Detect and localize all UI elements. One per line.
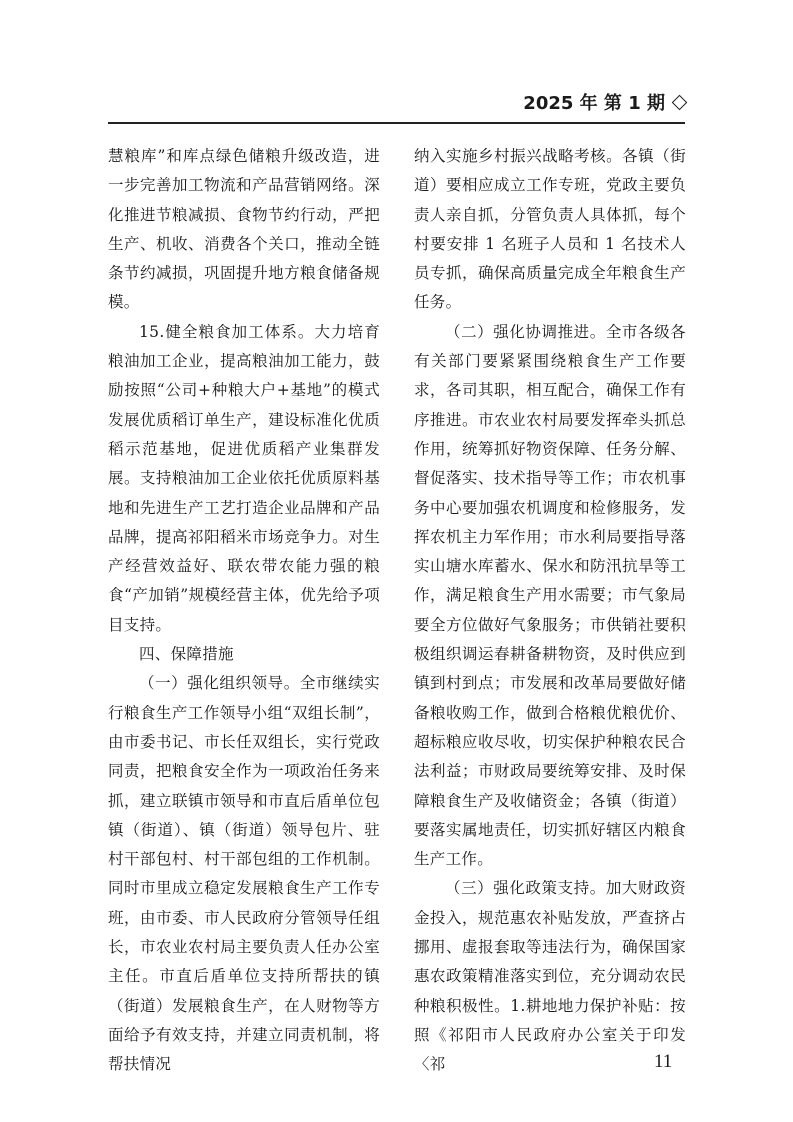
section-heading-safeguards: 四、保障措施 <box>139 645 234 664</box>
paragraph-continuation: 纳入实施乡村振兴战略考核。各镇（街道）要相应成立工作专班，党政主要负责人亲自抓，分管负责人具体抓，每个村要安排 1 名班子人员和 1 名技术人员专抓，确保高质量完成全年粮食生产任务。 <box>414 147 686 312</box>
diamond-icon <box>672 95 688 111</box>
issue-label: 2025 年 第 1 期 <box>523 93 665 114</box>
right-column <box>414 142 686 1080</box>
paragraph-organization-leadership: （一）强化组织领导。全市继续实行粮食生产工作领导小组“双组长制”，由市委书记、市长任双组长，实行党政同责，把粮食安全作为一项政治任务来抓，建立联镇市领导和市直后盾单位包镇（街道）、镇（街道）领导包片、驻村干部包村、村干部包组的工作机制。同时市里成立稳定发展粮食生产工作专班，由市委、市人民政府分管领导任组长，市农业农村局主要负责人任办公室主任。市直后盾单位支持所帮扶的镇（街道）发展粮食生产，在人财物等方面给予有效支持，并建立同责机制，将帮扶情况 <box>108 674 380 1074</box>
paragraph-continuation: 慧粮库”和库点绿色储粮升级改造，进一步完善加工物流和产品营销网络。深化推进节粮减损、食物节约行动，严把生产、机收、消费各个关口，推动全链条节约减损，巩固提升地方粮食储备规模。 <box>108 147 380 312</box>
page-header <box>108 90 685 120</box>
left-column <box>108 142 380 1080</box>
paragraph-coordination: （二）强化协调推进。全市各级各有关部门要紧紧围绕粮食生产工作要求，各司其职，相互配合，确保工作有序推进。市农业农村局要发挥牵头抓总作用，统筹抓好物资保障、任务分解、督促落实、技术指导等工作；市农机事务中心要加强农机调度和检修服务，发挥农机主力军作用；市水利局要指导落实山塘水库蓄水、保水和防汛抗旱等工作，满足粮食生产用水需要；市气象局要全方位做好气象服务；市供销社要积极组织调运春耕备耕物资，及时供应到镇到村到点；市发展和改革局要做好储备粮收购工作，做到合格粮优粮优价、超标粮应收尽收，切实保护种粮农民合法利益；市财政局要统筹安排、及时保障粮食生产及收储资金；各镇（街道）要落实属地责任，切实抓好辖区内粮食生产工作。 <box>414 322 686 869</box>
page-number: 11 <box>654 1051 673 1072</box>
paragraph-item-15: 15.健全粮食加工体系。大力培育粮油加工企业，提高粮油加工能力，鼓励按照“公司+种粮大户+基地”的模式发展优质稻订单生产，建设标准化优质稻示范基地，促进优质稻产业集群发展。支持粮油加工企业依托优质原料基地和先进生产工艺打造企业品牌和产品品牌，提高祁阳稻米市场竞争力。对生产经营效益好、联农带农能力强的粮食“产加销”规模经营主体，优先给予项目支持。 <box>108 322 380 634</box>
paragraph-policy-support: （三）强化政策支持。加大财政资金投入，规范惠农补贴发放，严查挤占挪用、虚报套取等违法行为，确保国家惠农政策精准落实到位，充分调动农民种粮积极性。1.耕地地力保护补贴：按照《祁阳市人民政府办公室关于印发〈祁 <box>414 879 686 1074</box>
header-rule <box>108 122 685 124</box>
